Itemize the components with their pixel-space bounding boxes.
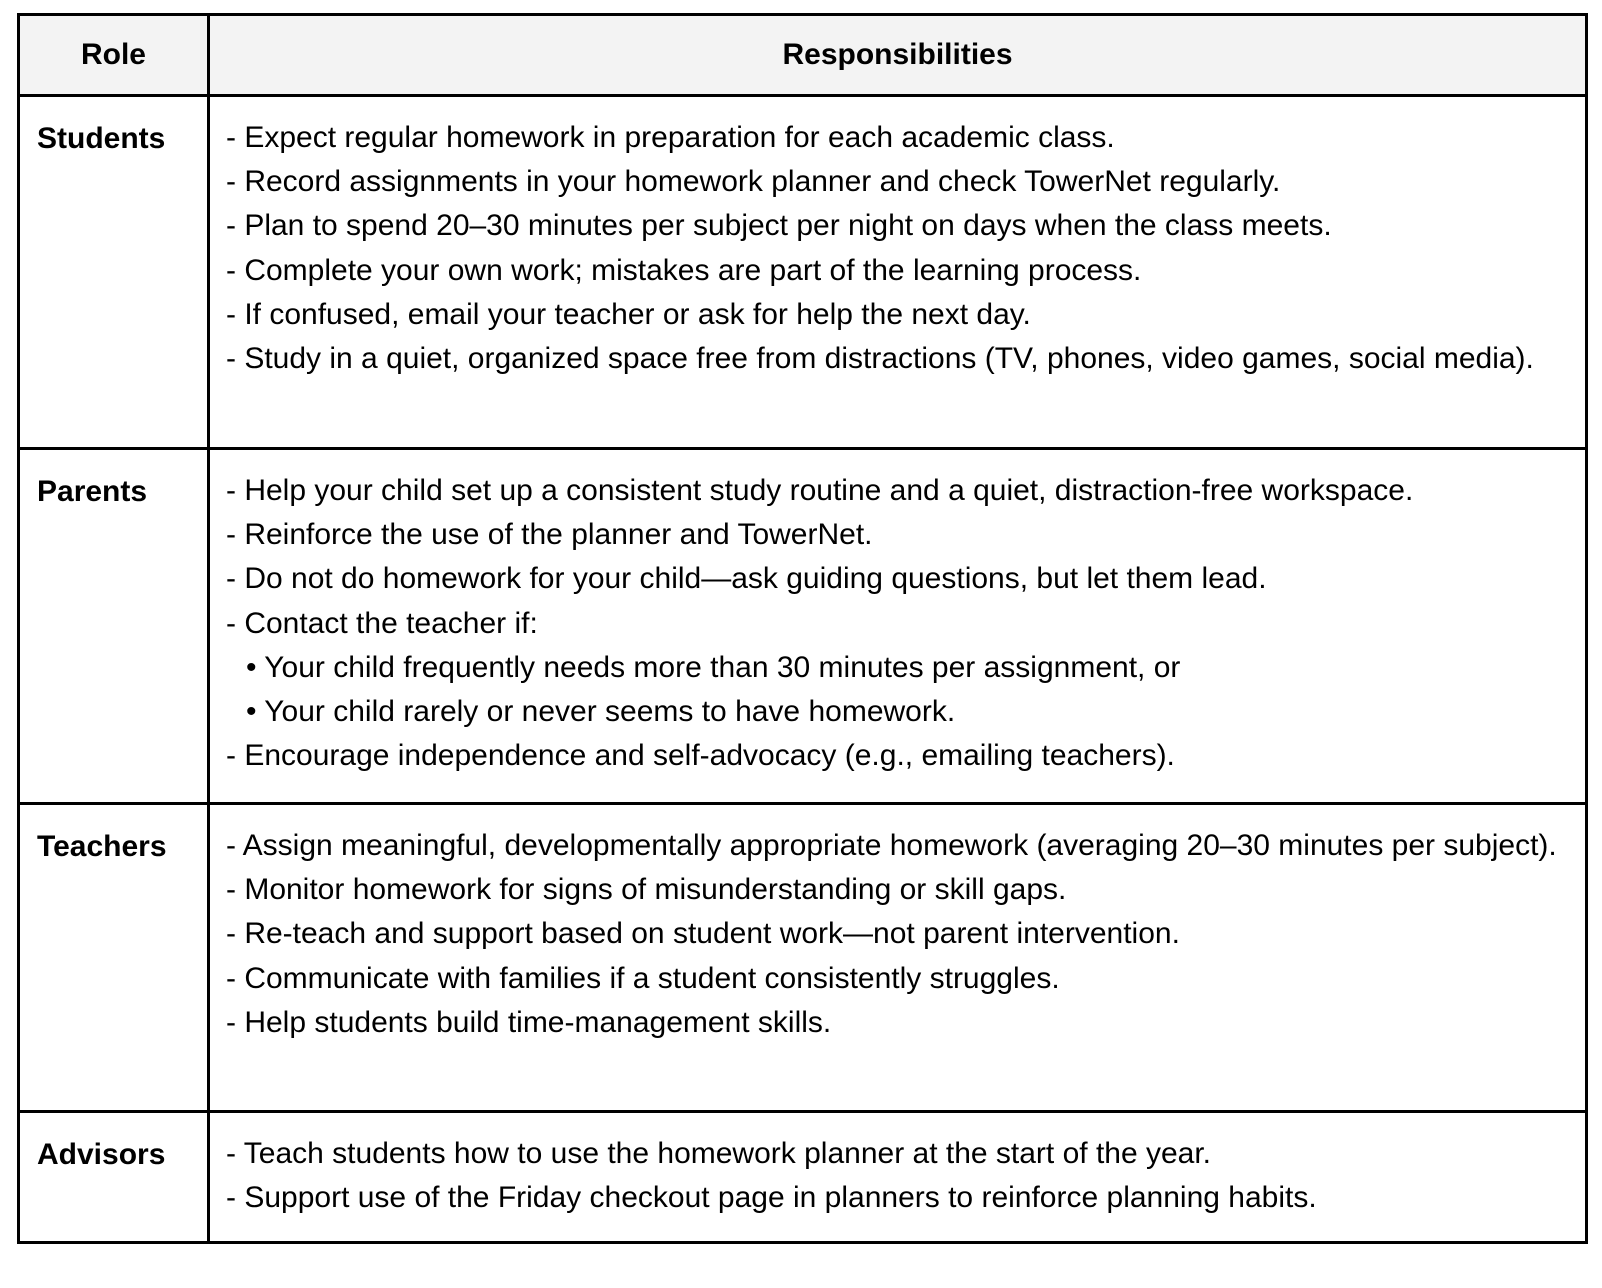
list-item: - Support use of the Friday checkout page in planners to reinforce planning habits.: [226, 1181, 1317, 1215]
list-item: - Expect regular homework in preparation for each academic class.: [226, 121, 1115, 154]
header-row: [19, 15, 1587, 96]
list-item: - Study in a quiet, organized space free from distractions (TV, phones, video games, social media).: [226, 342, 1534, 376]
table-row-advisors: [19, 1112, 1587, 1243]
responsibilities-cell-parents: [209, 449, 1587, 804]
table-row-teachers: [19, 804, 1587, 1112]
list-item: - Reinforce the use of the planner and TowerNet.: [226, 518, 873, 552]
list-item: - Do not do homework for your child—ask guiding questions, but let them lead.: [226, 562, 1267, 596]
responsibilities-cell-teachers: [209, 804, 1587, 1112]
list-item: - Help your child set up a consistent study routine and a quiet, distraction-free workspace.: [226, 474, 1414, 507]
header-responsibilities: Responsibilities: [209, 15, 1587, 96]
list-item: - Help students build time-management skills.: [226, 1005, 832, 1039]
list-item: - Monitor homework for signs of misunderstanding or skill gaps.: [226, 873, 1067, 907]
list-item: - Teach students how to use the homework planner at the start of the year.: [226, 1137, 1212, 1170]
list-item: - Re-teach and support based on student work—not parent intervention.: [226, 917, 1180, 951]
table-row-parents: [19, 449, 1587, 804]
responsibilities-table: [17, 13, 1588, 1244]
role-cell-students: Students: [19, 96, 209, 449]
role-cell-advisors: Advisors: [19, 1112, 209, 1243]
responsibilities-cell-advisors: [209, 1112, 1587, 1243]
role-cell-teachers: Teachers: [19, 804, 209, 1112]
table-row-students: [19, 96, 1587, 449]
list-item: - Communicate with families if a student consistently struggles.: [226, 961, 1060, 995]
list-item: - Encourage independence and self-advocacy (e.g., emailing teachers).: [226, 739, 1175, 773]
list-item: - Contact the teacher if:: [226, 606, 538, 640]
list-item: - Complete your own work; mistakes are part of the learning process.: [226, 253, 1142, 287]
list-item: - Record assignments in your homework planner and check TowerNet regularly.: [226, 165, 1281, 199]
list-item: - If confused, email your teacher or ask for help the next day.: [226, 297, 1031, 331]
responsibilities-cell-students: [209, 96, 1587, 449]
sub-list-item: • Your child rarely or never seems to have homework.: [246, 695, 956, 729]
list-item: - Plan to spend 20–30 minutes per subject per night on days when the class meets.: [226, 209, 1332, 243]
sub-list-item: • Your child frequently needs more than 30 minutes per assignment, or: [246, 650, 1181, 684]
role-cell-parents: Parents: [19, 449, 209, 804]
list-item: - Assign meaningful, developmentally appropriate homework (averaging 20–30 minutes per subject).: [226, 829, 1557, 862]
header-role: Role: [19, 15, 209, 96]
